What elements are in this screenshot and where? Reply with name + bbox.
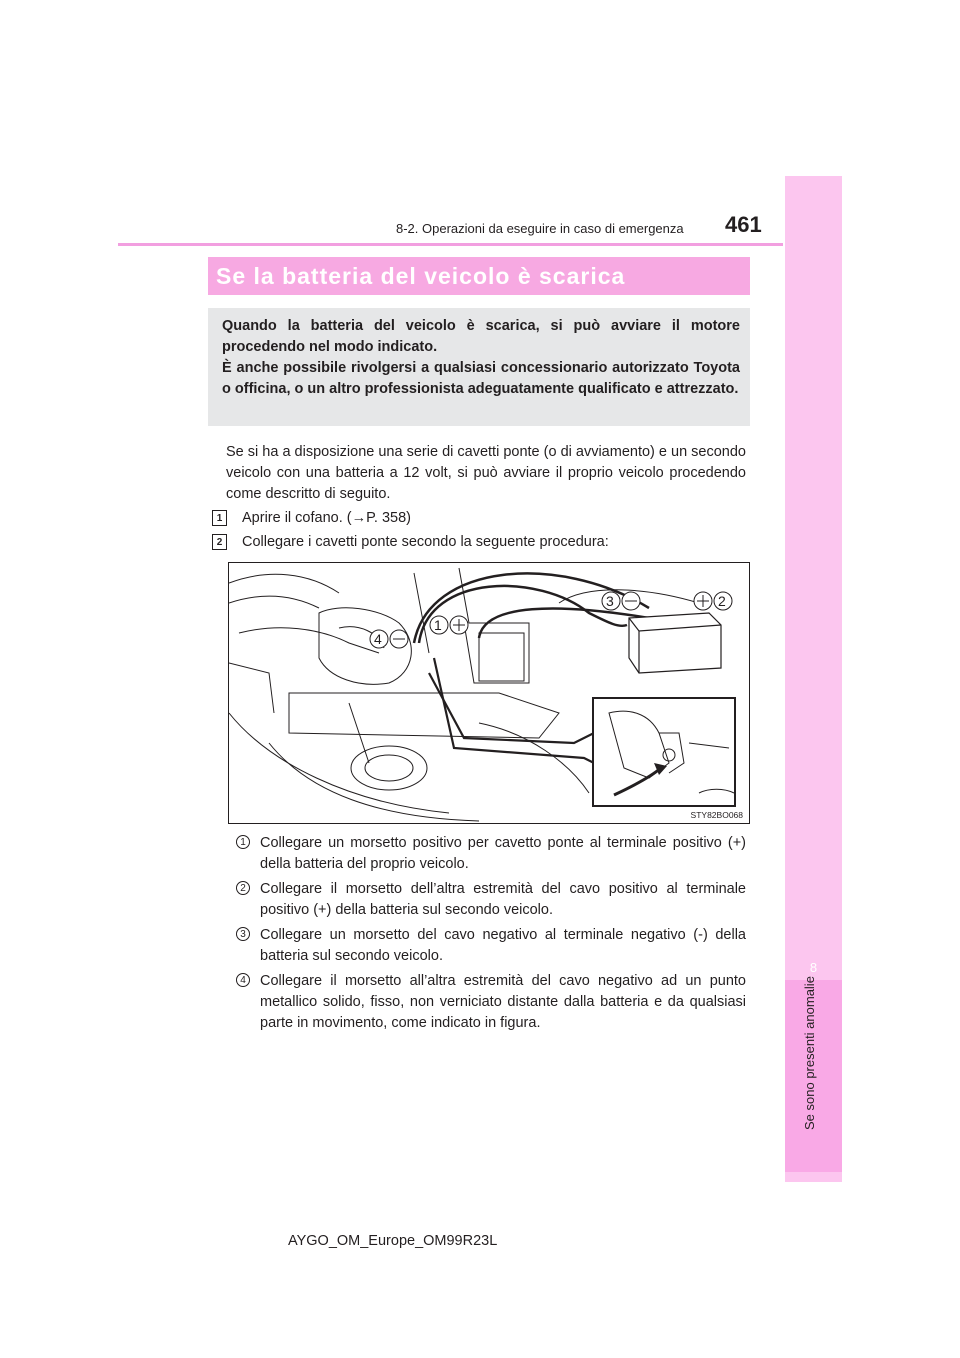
substep-number: 3 (236, 927, 250, 941)
substep-1 (236, 833, 746, 875)
step-badge: 2 (212, 534, 227, 550)
step-badge: 1 (212, 510, 227, 526)
substep-text: Collegare un morsetto del cavo negativo al terminale negativo (-) della batteria sul secondo veicolo. (260, 927, 746, 964)
inset-detail (593, 698, 735, 806)
substep-number: 1 (236, 835, 250, 849)
engine-bay-illustration (229, 563, 749, 823)
figure-label-1: 1 (434, 617, 442, 633)
intro-paragraph-2: È anche possibile rivolgersi a qualsiasi concessionario autorizzato Toyota o officina, o un altro professionista adeguatamente qualificato e attrezzato. (222, 360, 740, 397)
step-text: Collegare i cavetti ponte secondo la seguente procedura: (242, 534, 609, 550)
substep-3 (236, 925, 746, 967)
jump-start-figure (228, 562, 750, 824)
substep-2 (236, 879, 746, 921)
substep-number: 2 (236, 881, 250, 895)
figure-label-4: 4 (374, 631, 382, 647)
figure-code: STY82BO068 (690, 810, 743, 820)
substep-4 (236, 971, 746, 1034)
substep-text: Collegare il morsetto dell’altra estremità del cavo positivo al terminale positivo (+) della batteria sul secondo veicolo. (260, 881, 746, 918)
label-2 (694, 592, 732, 610)
page-title: Se la batteria del veicolo è scarica (208, 257, 750, 295)
body-paragraph: Se si ha a disposizione una serie di cavetti ponte (o di avviamento) e un secondo veicolo con una batteria a 12 volt, si può avviare il proprio veicolo procedendo come descritto di seguito. (226, 444, 746, 502)
figure-label-2: 2 (718, 593, 726, 609)
secondary-battery (629, 613, 721, 673)
header-divider (118, 243, 783, 246)
substep-number: 4 (236, 973, 250, 987)
document-code: AYGO_OM_Europe_OM99R23L (288, 1233, 498, 1249)
label-4 (370, 630, 408, 648)
substep-text: Collegare un morsetto positivo per cavetto ponte al terminale positivo (+) della batteria del proprio veicolo. (260, 835, 746, 872)
figure-label-3: 3 (606, 593, 614, 609)
section-header: 8-2. Operazioni da eseguire in caso di emergenza (396, 221, 684, 236)
chapter-number: 8 (809, 960, 818, 975)
dashed-callout-lines (429, 658, 594, 763)
chapter-title-text: Se sono presenti anomalie (802, 976, 817, 1130)
step-text: Aprire il cofano. (→P. 358) (242, 510, 411, 526)
intro-box (208, 308, 750, 426)
label-1 (430, 616, 468, 634)
substep-text: Collegare il morsetto all’altra estremità del cavo negativo ad un punto metallico solido, fisso, non verniciato distante dalla batteria e da qualsiasi parte in movimento, come indicato in figura. (260, 973, 746, 1031)
intro-paragraph-1: Quando la batteria del veicolo è scarica, si può avviare il motore procedendo nel modo indicato. (222, 318, 740, 355)
page-number: 461 (725, 212, 762, 237)
